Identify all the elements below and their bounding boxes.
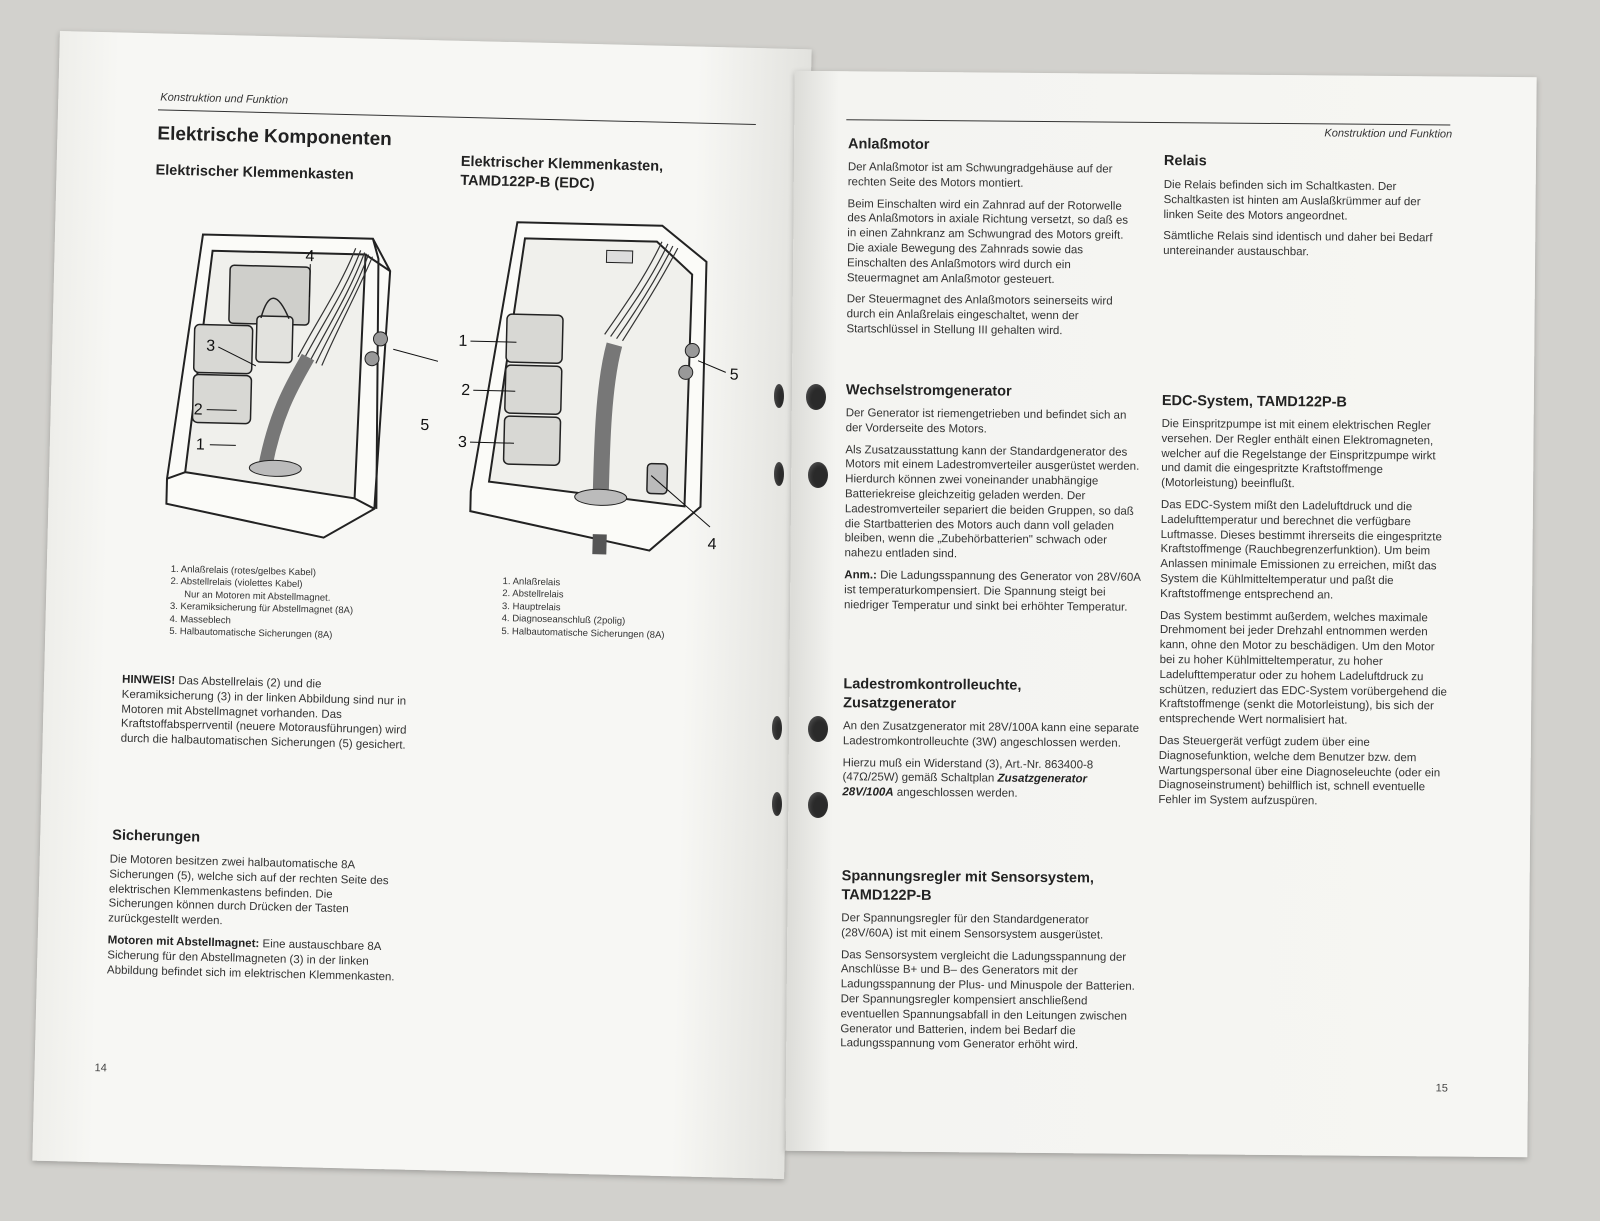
callout-5: 5 [420,416,430,435]
legend-item: 2. Abstellrelais (violettes Kabel) [170,576,303,591]
paragraph: Der Anlaßmotor ist am Schwungradgehäuse auf der rechten Seite des Motors montiert. [847,161,1113,190]
paragraph: Das Steuergerät verfügt zudem über eine Diagnosefunktion, welche dem Benutzer bzw. dem Wartungspersonal über eine Diagnoseleuchte (oder ein Diagnoseinstrument) behilflich ist, schnell eventuelle Fehler im System aufzuspüren. [1158,734,1441,808]
hinweis-label: HINWEIS! [121,673,176,687]
figure-2-title [460,153,663,196]
bold-label: Anm.: [844,569,877,582]
punch-hole [772,716,782,740]
hinweis-text: Das Abstellrelais (2) und die Keramiksicherung (3) in der linken Abbildung sind nur in Motoren mit Abstellmagnet vorhanden. Das Kraftstoffabsperrventil (neuere Motorausführungen) wird durch die halbautomatischen Sicherungen (5) gesichert. [120,674,407,752]
legend-item-note: Nur an Motoren mit Abstellmagnet. [184,589,331,604]
legend-item: 5. Halbautomatische Sicherungen (8A) [169,625,333,641]
paragraph: Der Spannungsregler für den Standardgenerator (28V/60A) ist mit einem Sensorsystem ausgerüstet. [841,912,1104,942]
punch-hole [808,716,828,742]
paragraph: Sämtliche Relais sind identisch und daher bei Bedarf untereinander austauschbar. [1163,230,1433,259]
header-rule [158,109,756,125]
paragraph: Als Zusatzausstattung kann der Standardgenerator des Motors mit einem Ladestromverteiler ausgerüstet werden. Hierdurch können zwei voneinander unabhängige Batteriekreise gleichzeitig geladen werden. Der Ladestromverteiler separiert die beiden Gruppen, so daß die Startbatterien des Motors auch dann voll geladen bleiben, wenn die „Zubehörbatterien" schwach oder nahezu entladen sind. [844,443,1140,561]
legend-item: 5. Halbautomatische Sicherungen (8A) [501,625,665,641]
section-body-relais [1163,178,1454,269]
header-rule [846,119,1450,125]
bold-italic-ref: Zusatzgenerator 28V/100A [842,772,1088,799]
callout-3: 3 [206,337,216,355]
section-title-ladestromkontrolleuchte [843,675,1021,715]
paragraph [842,756,1138,803]
left-page [32,31,811,1179]
edc-callout-4: 4 [707,535,717,554]
section-body-anlassmotor [846,160,1138,346]
edc-callout-1: 1 [458,332,468,351]
legend-item: 1. Anlaßrelais [502,575,561,589]
figure-2-legend [501,576,666,642]
legend-item: 4. Masseblech [169,613,231,626]
paragraph-text: Hierzu muß ein Widerstand (3), Art.-Nr. 863400-8 (47Ω/25W) gemäß Schaltplan [842,756,1094,785]
punch-hole [774,384,784,408]
paragraph: Die Relais befinden sich im Schaltkasten. Der Schaltkasten ist hinten am Auslaßkrümmer auf der linken Seite des Motors angeordnet. [1163,179,1421,223]
section-title-anlassmotor: Anlaßmotor [848,136,930,153]
paragraph [107,933,398,984]
section-body-wechselstromgenerator [844,406,1142,622]
edc-callout-3: 3 [457,433,468,452]
punch-hole [808,792,828,818]
section-title-edc-system: EDC-System, TAMD122P-B [1161,392,1347,411]
paragraph: Das Sensorsystem vergleicht die Ladungsspannung der Anschlüsse B+ und B– des Generators mit der Ladungsspannung der Plus- und Minuspole der Batterien. Der Spannungsregler kompensiert anschließend eventuellen Spannungsabfall in den Leitungen zwischen Generator und Batterien, indem bei Bedarf die Ladungsspannung vom Generator erhöht wird. [840,948,1135,1052]
edc-callout-5: 5 [729,366,739,384]
running-header: Konstruktion und Funktion [1324,127,1453,141]
figure-1-legend [169,564,354,643]
figure-2-title-line1: Elektrischer Klemmenkasten, [460,153,664,175]
paragraph: Das EDC-System mißt den Ladeluftdruck und die Ladelufttemperatur und berechnet die verfügbare Luftmasse. Dieses bestimmt ihrerseits die eingespritzte Kraftstoffmenge (Rauchbegrenzerfunktion). Um beim Anlassen minimale Emissionen zu erreichen, mißt das System die Kühlmitteltemperatur und paßt die Kraftstoffmenge entsprechend an. [1160,498,1442,602]
terminal-box-illustration [143,203,441,550]
section-title-wechselstromgenerator: Wechselstromgenerator [845,382,1012,400]
paragraph: Die Einspritzpumpe ist mit einem elektrischen Regler versehen. Der Regler enthält einen Elektromagneten, welcher auf die Regelstange der Einspritzpumpe wirkt und damit die eingespritzte Kraftstoffmenge (Motorleistung) beeinflußt. [1161,417,1436,491]
paragraph: Beim Einschalten wird ein Zahnrad auf der Rotorwelle des Anlaßmotors in axiale Richtung versetzt, so daß es in einen Zahnkranz am Schwungrad des Motors greift. Die axiale Bewegung des Zahnrads sowie das Einschalten des Anlaßmotors wird durch ein Steuermagnet am Anlaßmotor gesteuert. [846,197,1129,286]
hinweis-note [120,673,412,754]
title-line: Spannungsregler mit Sensorsystem, [841,868,1094,887]
paragraph: Das System bestimmt außerdem, welches maximale Drehmoment bei jeder Drehzahl entnommen werden kann, ohne den Motor zu beschädigen. Um den Motor bei zu hoher Kühlmitteltemperatur, zu hoher Ladelufttemperatur oder zu hohem Ladeluftdruck zu schützen, reduziert das EDC-System vorübergehend die Kraftstoffmenge (senkt die Motorleistung), bis sich der entsprechende Wert normalisiert hat. [1159,609,1448,727]
section-body-sicherungen [107,852,400,991]
callout-4: 4 [305,248,315,266]
paragraph-text: angeschlossen werden. [893,786,1018,800]
bold-label: Motoren mit Abstellmagnet: [107,934,260,951]
legend-item: 3. Hauptrelais [501,600,561,614]
callout-1: 1 [195,436,205,454]
paragraph: An den Zusatzgenerator mit 28V/100A kann eine separate Ladestromkontrolleuchte (3W) angeschlossen werden. [842,720,1140,750]
page-number: 15 [1435,1082,1448,1095]
legend-item: 4. Diagnoseanschluß (2polig) [501,613,626,628]
legend-item: 1. Anlaßrelais (rotes/gelbes Kabel) [170,563,317,579]
figure-1-title: Elektrischer Klemmenkasten [155,162,354,184]
section-body-ladestromkontrolleuchte [842,719,1139,810]
running-header: Konstruktion und Funktion [160,91,289,107]
paragraph [844,568,1140,615]
title-line: TAMD122P-B [841,887,932,905]
section-title-sicherungen: Sicherungen [112,827,201,846]
page-number: 14 [94,1062,107,1075]
paragraph: Die Motoren besitzen zwei halbautomatische 8A Sicherungen (5), welche sich auf der rechten Seite des elektrischen Klemmenkastens befinden. Die Sicherungen können durch Drücken der Tasten zurückgestellt werden. [108,853,389,928]
title-line: Zusatzgenerator [843,695,957,713]
legend-item: 2. Abstellrelais [502,588,564,601]
paragraph: Der Generator ist riemengetrieben und befindet sich an der Vorderseite des Motors. [845,407,1127,436]
edc-callout-2: 2 [461,381,471,400]
punch-hole [774,462,784,486]
section-body-edc-system [1158,417,1453,817]
page-title: Elektrische Komponenten [157,123,393,151]
section-title-spannungsregler [841,867,1094,907]
right-page [785,71,1536,1157]
punch-hole [772,792,782,816]
legend-item: 3. Keramiksicherung für Abstellmagnet (8A) [169,601,354,617]
section-title-relais: Relais [1163,153,1207,170]
callout-2: 2 [193,401,203,419]
paragraph-text: Eine austauschbare 8A Sicherung für den Abstellmagneten (3) in der linken Abbildung befindet sich im elektrischen Klemmenkasten. [106,938,395,984]
figure-2-title-line2: TAMD122P-B (EDC) [460,172,595,193]
title-line: Ladestromkontrolleuchte, [843,676,1022,694]
edc-terminal-box-illustration [449,201,748,568]
section-body-spannungsregler [840,911,1139,1061]
punch-hole [808,462,828,488]
paragraph: Der Steuermagnet des Anlaßmotors seinerseits wird durch ein Anlaßrelais eingeschaltet, wenn der Startschlüssel in Stellung III gehalten wird. [846,293,1113,338]
paragraph-text: Die Ladungsspannung des Generator von 28V/60A ist temperaturkompensiert. Die Spannung steigt bei niedriger Temperatur und sinkt bei erhöhter Temperatur. [844,569,1141,614]
punch-hole [806,384,826,410]
